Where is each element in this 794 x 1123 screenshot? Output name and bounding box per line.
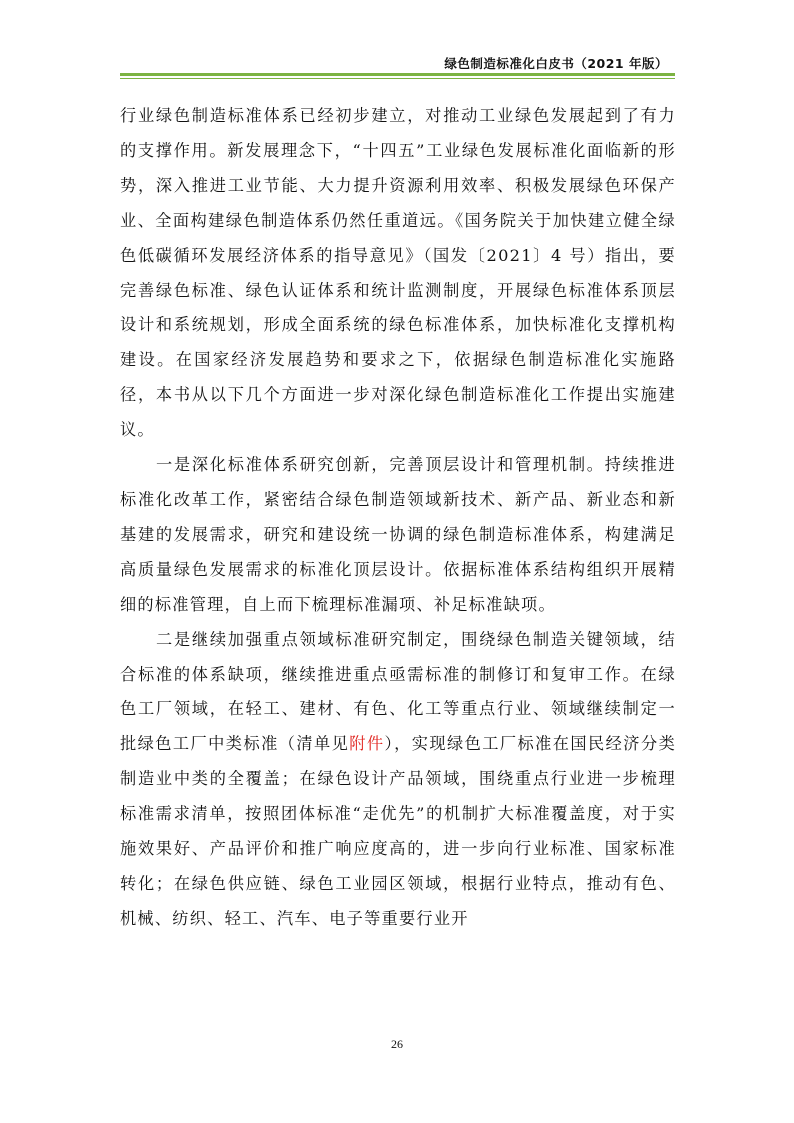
running-header-title: 绿色制造标准化白皮书（2021 年版）	[444, 56, 668, 71]
body-text	[120, 99, 676, 937]
appendix-link[interactable]: 附件	[349, 734, 385, 754]
paragraph-recommendation-one: 一是深化标准体系研究创新，完善顶层设计和管理机制。持续推进标准化改革工作，紧密结合绿色制造领域新技术、新产品、新业态和新基建的发展需求，研究和建设统一协调的绿色制造标准体系，构建满足高质量绿色发展需求的标准化顶层设计。依据标准体系结构组织开展精细的标准管理，自上而下梳理标准漏项、补足标准缺项。	[120, 455, 676, 614]
header-rule-thin	[120, 78, 675, 79]
paragraph-text-before-link: 二是继续加强重点领域标准研究制定，围绕绿色制造关键领域，结合标准的体系缺项，继续推进重点亟需标准的制修订和复审工作。在绿色工厂领域，在轻工、建材、有色、化工等重点行业、领域继续制定一批绿色工厂中类标准（清单见	[120, 629, 676, 754]
page-number: 26	[391, 1037, 403, 1051]
paragraph-recommendation-two	[120, 623, 676, 937]
header-rule-thick	[120, 73, 675, 76]
paragraph-text-after-link: ），实现绿色工厂标准在国民经济分类制造业中类的全覆盖；在绿色设计产品领域，围绕重点行业进一步梳理标准需求清单，按照团体标准“走优先”的机制扩大标准覆盖度，对于实施效果好、产品评价和推广响应度高的，进一步向行业标准、国家标准转化；在绿色供应链、绿色工业园区领域，根据行业特点，推动有色、机械、纺织、轻工、汽车、电子等重要行业开	[120, 734, 677, 928]
paragraph-continuation: 行业绿色制造标准体系已经初步建立，对推动工业绿色发展起到了有力的支撑作用。新发展理念下，“十四五”工业绿色发展标准化面临新的形势，深入推进工业节能、大力提升资源利用效率、积极发展绿色环保产业、全面构建绿色制造体系仍然任重道远。《国务院关于加快建立健全绿色低碳循环发展经济体系的指导意见》（国发〔2021〕4 号）指出，要完善绿色标准、绿色认证体系和统计监测制度，开展绿色标准体系顶层设计和系统规划，形成全面系统的绿色标准体系，加快标准化支撑机构建设。在国家经济发展趋势和要求之下，依据绿色制造标准化实施路径，本书从以下几个方面进一步对深化绿色制造标准化工作提出实施建议。	[120, 106, 676, 440]
